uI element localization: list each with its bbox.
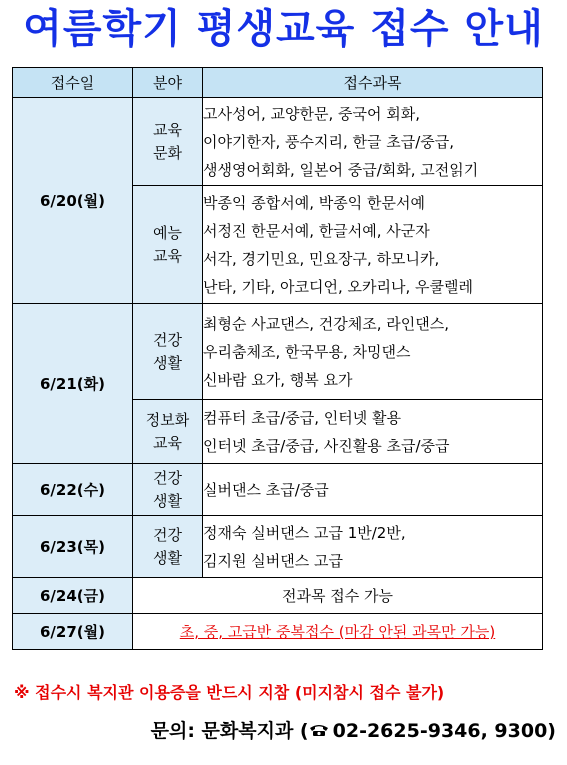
subjects-cell: 고사성어, 교양한문, 중국어 회화, 이야기한자, 풍수지리, 한글 초급/중급, 생생영어회화, 일본어 중급/회화, 고전읽기 — [203, 98, 543, 186]
date-cell: 6/21(화) — [13, 304, 133, 464]
table-row — [13, 516, 543, 578]
field-cell: 건강 생활 — [133, 464, 203, 516]
table-row — [13, 614, 543, 650]
date-cell: 6/24(금) — [13, 578, 133, 614]
table-row — [13, 98, 543, 186]
date-cell: 6/20(월) — [13, 98, 133, 304]
table-row — [13, 578, 543, 614]
subjects-cell: 최형순 사교댄스, 건강체조, 라인댄스, 우리춤체조, 한국무용, 차밍댄스 신바람 요가, 행복 요가 — [203, 304, 543, 400]
contact-phone: 02-2625-9346, 9300) — [332, 720, 556, 742]
subjects-cell: 박종익 종합서예, 박종익 한문서예 서정진 한문서예, 한글서예, 사군자 서각, 경기민요, 민요장구, 하모니카, 난타, 기타, 아코디언, 오카리나, 우쿨렐레 — [203, 186, 543, 304]
subjects-cell: 실버댄스 초급/중급 — [203, 464, 543, 516]
notice-text: ※ 접수시 복지관 이용증을 반드시 지참 (미지참시 접수 불가) — [14, 683, 445, 702]
header-row — [13, 68, 543, 98]
contact-prefix: 문의: 문화복지과 ( — [150, 720, 309, 742]
date-cell: 6/27(월) — [13, 614, 133, 650]
date-cell: 6/22(수) — [13, 464, 133, 516]
table-row — [13, 464, 543, 516]
duplicate-notice: 초, 중, 고급반 중복접수 (마감 안된 과목만 가능) — [179, 623, 496, 641]
field-cell: 건강 생활 — [133, 304, 203, 400]
field-cell: 건강 생활 — [133, 516, 203, 578]
header-subjects: 접수과목 — [203, 68, 543, 98]
table-row — [13, 304, 543, 400]
field-cell: 교육 문화 — [133, 98, 203, 186]
subjects-cell — [133, 614, 543, 650]
subjects-cell: 컴퓨터 초급/중급, 인터넷 활용 인터넷 초급/중급, 사진활용 초급/중급 — [203, 400, 543, 464]
field-cell: 정보화 교육 — [133, 400, 203, 464]
schedule-table — [12, 67, 543, 650]
contact-line — [0, 716, 556, 743]
field-cell: 예능 교육 — [133, 186, 203, 304]
date-cell: 6/23(목) — [13, 516, 133, 578]
header-date: 접수일 — [13, 68, 133, 98]
telephone-icon — [309, 723, 329, 737]
page-title: 여름학기 평생교육 접수 안내 — [23, 6, 544, 52]
subjects-cell: 전과목 접수 가능 — [133, 578, 543, 614]
subjects-cell: 정재숙 실버댄스 고급 1반/2반, 김지원 실버댄스 고급 — [203, 516, 543, 578]
header-field: 분야 — [133, 68, 203, 98]
